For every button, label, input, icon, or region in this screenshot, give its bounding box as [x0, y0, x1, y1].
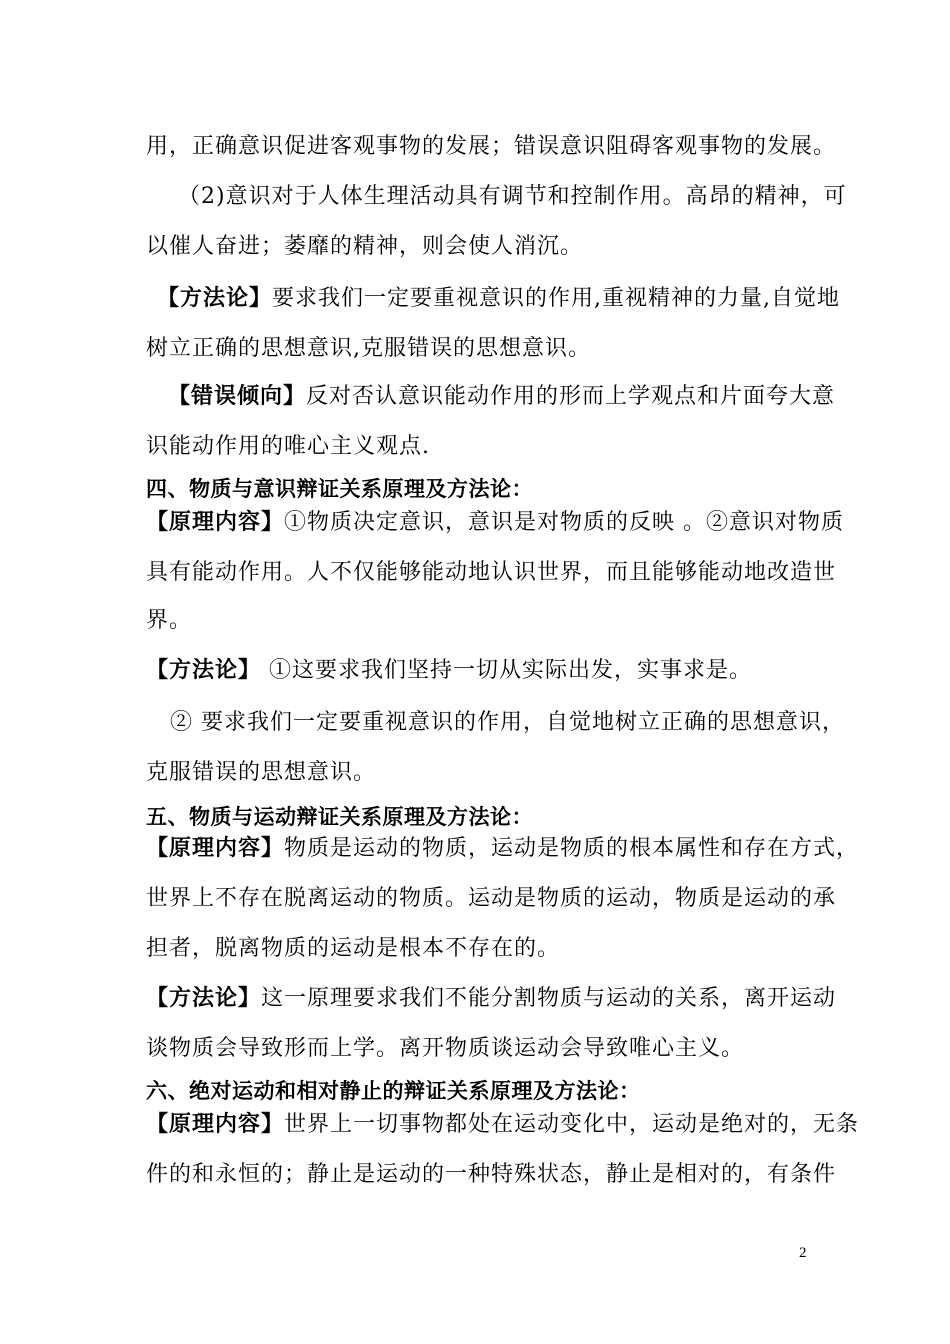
bold-label: 【原理内容】 [146, 510, 285, 535]
text-line [146, 1110, 859, 1140]
bold-label: 五、物质与运动辩证关系原理及方法论： [146, 805, 533, 829]
text-line [157, 284, 840, 314]
text-run: （2)意识对于人体生理活动具有调节和控制作用。高昂的精神，可 [178, 184, 847, 209]
text-line [146, 758, 376, 788]
bold-label: 【方法论】 [146, 658, 262, 683]
bold-label: 【方法论】 [157, 286, 273, 311]
section-heading [146, 1076, 641, 1106]
text-run: 世界上不存在脱离运动的物质。运动是物质的运动，物质是运动的承 [146, 886, 837, 911]
text-run: 反对否认意识能动作用的形而上学观点和片面夸大意 [306, 384, 836, 409]
text-line [146, 884, 836, 914]
text-run: 要求我们一定要重视意识的作用,重视精神的力量,自觉地 [272, 286, 841, 311]
text-line [146, 432, 430, 462]
text-line [146, 132, 836, 162]
text-run: 树立正确的思想意识,克服错误的思想意识。 [146, 336, 591, 361]
text-line [146, 232, 583, 262]
text-line [146, 558, 836, 588]
bold-label: 【原理内容】 [146, 1112, 285, 1137]
text-run: 世界上一切事物都处在运动变化中，运动是绝对的，无条 [284, 1112, 860, 1137]
text-line [146, 1034, 744, 1064]
text-line [170, 708, 845, 738]
text-line [146, 508, 844, 538]
text-line [146, 656, 752, 686]
text-line [146, 834, 859, 864]
text-run: 件的和永恒的；静止是运动的一种特殊状态，静止是相对的，有条件 [146, 1162, 837, 1187]
bold-label: 四、物质与意识辩证关系原理及方法论： [146, 477, 533, 501]
text-run: 用，正确意识促进客观事物的发展；错误意识阻碍客观事物的发展。 [146, 134, 837, 159]
section-heading [146, 802, 533, 832]
text-run: 具有能动作用。人不仅能够能动地认识世界，而且能够能动地改造世 [146, 560, 837, 585]
text-run: ①这要求我们坚持一切从实际出发，实事求是。 [261, 658, 753, 683]
text-run: 识能动作用的唯心主义观点. [146, 434, 430, 459]
bold-label: 【原理内容】 [146, 836, 285, 861]
bold-label: 六、绝对运动和相对静止的辩证关系原理及方法论： [146, 1079, 641, 1103]
text-run: 以催人奋进；萎靡的精神，则会使人消沉。 [146, 234, 584, 259]
text-run: 界。 [146, 608, 193, 633]
text-run: 谈物质会导致形而上学。离开物质谈运动会导致唯心主义。 [146, 1036, 745, 1061]
text-line [146, 334, 591, 364]
text-run: 物质是运动的物质，运动是物质的根本属性和存在方式， [284, 836, 860, 861]
text-line [178, 182, 847, 212]
text-run: 这一原理要求我们不能分割物质与运动的关系，离开运动 [261, 986, 837, 1011]
text-line [168, 382, 835, 412]
text-run: ② 要求我们一定要重视意识的作用，自觉地树立正确的思想意识， [170, 710, 845, 735]
bold-label: 【错误倾向】 [168, 384, 307, 409]
section-heading [146, 474, 533, 504]
text-line [146, 934, 560, 964]
text-line [146, 984, 836, 1014]
page-number: 2 [799, 1245, 807, 1261]
bold-label: 【方法论】 [146, 986, 262, 1011]
text-run: 克服错误的思想意识。 [146, 760, 377, 785]
text-run: 担者，脱离物质的运动是根本不存在的。 [146, 936, 561, 961]
text-line [146, 606, 192, 636]
text-line [146, 1160, 836, 1190]
text-run: ①物质决定意识，意识是对物质的反映 。②意识对物质 [284, 510, 845, 535]
